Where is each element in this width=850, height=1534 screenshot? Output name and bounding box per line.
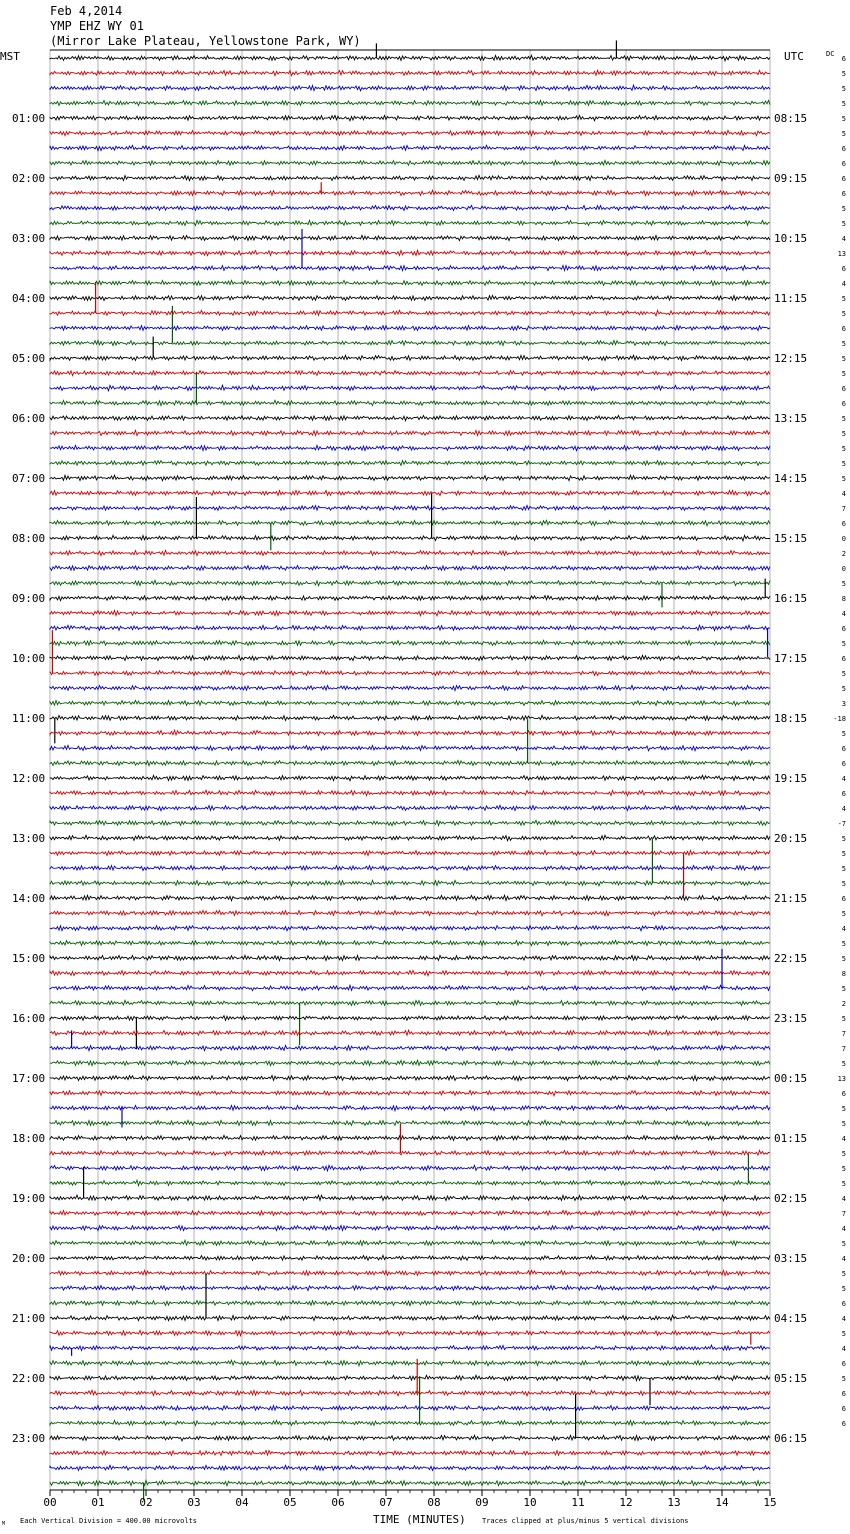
dc-offset-value: 5	[841, 910, 846, 918]
dc-offset-value: 5	[841, 1105, 846, 1113]
seismic-trace	[50, 820, 770, 825]
seismic-trace	[50, 1180, 770, 1185]
dc-offset-value: 6	[841, 190, 846, 198]
dc-offset-value: 5	[841, 85, 846, 93]
seismic-trace	[50, 506, 770, 511]
right-hour-label: 19:15	[774, 772, 808, 785]
seismic-trace	[50, 1480, 770, 1485]
right-hour-label: 01:15	[774, 1132, 808, 1145]
x-tick-label: 03	[187, 1496, 201, 1509]
seismic-trace	[50, 1016, 770, 1021]
dc-offset-value: 6	[841, 400, 846, 408]
seismic-trace	[50, 1211, 770, 1216]
dc-offset-value: 5	[841, 415, 846, 423]
seismic-trace	[50, 385, 770, 391]
seismic-trace	[50, 55, 770, 61]
left-hour-label: 20:00	[12, 1252, 46, 1265]
seismic-trace	[50, 1060, 770, 1066]
seismic-trace	[50, 745, 770, 750]
seismic-trace	[50, 715, 770, 720]
seismic-trace	[50, 461, 770, 466]
x-axis-title: TIME (MINUTES)	[373, 1513, 466, 1526]
right-hour-label: 11:15	[774, 292, 808, 305]
x-tick-label: 15	[763, 1496, 777, 1509]
seismic-trace	[50, 610, 770, 615]
seismic-trace	[50, 520, 770, 525]
seismic-trace	[50, 1390, 770, 1396]
dc-offset-value: 3	[841, 700, 846, 708]
right-hour-label: 04:15	[774, 1312, 808, 1325]
dc-offset-value: 5	[841, 370, 846, 378]
seismic-trace	[50, 491, 770, 496]
right-hour-label: 15:15	[774, 532, 808, 545]
seismic-trace	[50, 1345, 770, 1350]
dc-offset-value: 5	[841, 445, 846, 453]
seismic-trace	[50, 971, 770, 976]
dc-offset-value: 6	[841, 1390, 846, 1398]
seismic-trace	[50, 371, 770, 376]
dc-offset-value: 2	[841, 550, 846, 558]
x-tick-label: 02	[139, 1496, 153, 1509]
seismic-trace	[50, 85, 770, 91]
seismic-trace	[50, 1195, 770, 1201]
right-hour-label: 18:15	[774, 712, 808, 725]
seismic-trace	[50, 1315, 770, 1320]
dc-offset-value: 5	[841, 730, 846, 738]
dc-offset-value: 5	[841, 130, 846, 138]
dc-offset-value: 5	[841, 865, 846, 873]
dc-offset-value: 5	[841, 1150, 846, 1158]
seismic-trace	[50, 985, 770, 990]
header-date: Feb 4,2014	[50, 4, 123, 18]
right-hour-label: 13:15	[774, 412, 808, 425]
clip-note: Traces clipped at plus/minus 5 vertical divisions	[482, 1517, 689, 1525]
dc-offset-value: 6	[841, 1420, 846, 1428]
seismic-trace	[50, 416, 770, 421]
seismic-trace	[50, 310, 770, 315]
left-hour-label: 16:00	[12, 1012, 46, 1025]
seismic-trace	[50, 1091, 770, 1096]
dc-offset-value: 2	[841, 1000, 846, 1008]
seismic-trace	[50, 866, 770, 871]
dc-offset-value: 5	[841, 850, 846, 858]
seismic-trace	[50, 1105, 770, 1110]
dc-offset-value: 5	[841, 1060, 846, 1068]
right-hour-label: 21:15	[774, 892, 808, 905]
dc-offset-value: 8	[841, 970, 846, 978]
dc-offset-value: 4	[841, 775, 846, 783]
seismic-trace	[50, 655, 770, 660]
dc-offset-value: 5	[841, 955, 846, 963]
seismic-trace	[50, 835, 770, 841]
left-hour-label: 10:00	[12, 652, 46, 665]
seismic-trace	[50, 100, 770, 105]
dc-offset-value: 4	[841, 1135, 846, 1143]
dc-offset-value: 6	[841, 175, 846, 183]
dc-offset-value: 5	[841, 835, 846, 843]
seismic-trace	[50, 1331, 770, 1336]
left-hour-label: 07:00	[12, 472, 46, 485]
dc-offset-value: 5	[841, 685, 846, 693]
dc-offset-value: 4	[841, 610, 846, 618]
seismic-trace	[50, 475, 770, 481]
seismic-trace	[50, 175, 770, 180]
seismic-trace	[50, 685, 770, 690]
dc-offset-value: 6	[841, 625, 846, 633]
dc-offset-value: 5	[841, 1180, 846, 1188]
dc-offset-value: 5	[841, 220, 846, 228]
x-tick-label: 00	[43, 1496, 57, 1509]
header-station: YMP EHZ WY 01	[50, 19, 144, 33]
seismic-trace	[50, 1120, 770, 1125]
seismic-trace	[50, 250, 770, 255]
dc-offset-value: 8	[841, 595, 846, 603]
dc-offset-value: 6	[841, 385, 846, 393]
right-hour-label: 02:15	[774, 1192, 808, 1205]
left-hour-label: 19:00	[12, 1192, 46, 1205]
right-hour-label: 17:15	[774, 652, 808, 665]
dc-offset-value: 7	[841, 1030, 846, 1038]
right-hour-label: 22:15	[774, 952, 808, 965]
seismic-trace	[50, 115, 770, 120]
dc-offset-value: 5	[841, 940, 846, 948]
dc-offset-value: 5	[841, 880, 846, 888]
seismic-trace	[50, 1255, 770, 1260]
seismic-trace	[50, 1375, 770, 1380]
seismic-trace	[50, 70, 770, 75]
x-tick-label: 05	[283, 1496, 297, 1509]
seismic-trace	[50, 895, 770, 900]
dc-offset-value: 6	[841, 745, 846, 753]
seismic-trace	[50, 550, 770, 555]
seismic-trace	[50, 760, 770, 765]
left-hour-label: 01:00	[12, 112, 46, 125]
dc-offset-value: 0	[841, 535, 846, 543]
x-tick-label: 01	[91, 1496, 105, 1509]
dc-offset-value: 5	[841, 1375, 846, 1383]
seismic-trace	[50, 1301, 770, 1306]
seismic-trace	[50, 940, 770, 945]
dc-offset-value: -7	[837, 820, 846, 828]
seismic-trace	[50, 1030, 770, 1035]
left-hour-label: 08:00	[12, 532, 46, 545]
right-hour-label: 03:15	[774, 1252, 808, 1265]
seismic-trace	[50, 805, 770, 810]
left-hour-label: 04:00	[12, 292, 46, 305]
seismic-trace	[50, 1135, 770, 1140]
dc-offset-value: 5	[841, 670, 846, 678]
seismic-trace	[50, 400, 770, 405]
seismic-trace	[50, 1465, 770, 1470]
left-hour-label: 03:00	[12, 232, 46, 245]
left-hour-label: 21:00	[12, 1312, 46, 1325]
right-hour-label: 00:15	[774, 1072, 808, 1085]
left-hour-label: 18:00	[12, 1132, 46, 1145]
seismic-trace	[50, 730, 770, 735]
left-hour-label: 13:00	[12, 832, 46, 845]
dc-offset-value: 5	[841, 1165, 846, 1173]
dc-offset-value: 7	[841, 1045, 846, 1053]
dc-offset-value: 6	[841, 520, 846, 528]
dc-offset-value: 6	[841, 1300, 846, 1308]
seismic-trace	[50, 1435, 770, 1441]
seismic-trace	[50, 1286, 770, 1291]
corner-mark: M	[2, 1521, 6, 1527]
seismic-trace	[50, 145, 770, 150]
x-tick-label: 09	[475, 1496, 489, 1509]
dc-offset-value: 4	[841, 1345, 846, 1353]
seismic-trace	[50, 1406, 770, 1411]
dc-offset-value: 5	[841, 205, 846, 213]
dc-offset-value: 0	[841, 565, 846, 573]
seismic-trace	[50, 670, 770, 675]
header-location: (Mirror Lake Plateau, Yellowstone Park, WY)	[50, 34, 361, 48]
dc-offset-value: 6	[841, 655, 846, 663]
x-tick-label: 12	[619, 1496, 633, 1509]
dc-offset-value: 6	[841, 895, 846, 903]
left-hour-label: 17:00	[12, 1072, 46, 1085]
right-hour-label: 20:15	[774, 832, 808, 845]
dc-offset-value: 5	[841, 580, 846, 588]
seismic-trace	[50, 190, 770, 195]
dc-offset-value: 5	[841, 340, 846, 348]
right-hour-label: 05:15	[774, 1372, 808, 1385]
seismic-trace	[50, 1420, 770, 1425]
scale-note: Each Vertical Division = 400.00 microvolts	[20, 1517, 198, 1525]
x-tick-label: 08	[427, 1496, 441, 1509]
dc-offset-value: 5	[841, 355, 846, 363]
seismic-trace	[50, 355, 770, 360]
right-hour-label: 10:15	[774, 232, 808, 245]
seismic-trace	[50, 205, 770, 210]
seismic-trace	[50, 911, 770, 916]
seismic-trace	[50, 1360, 770, 1366]
seismic-trace	[50, 280, 770, 285]
seismic-trace	[50, 445, 770, 450]
left-hour-label: 06:00	[12, 412, 46, 425]
right-hour-label: 06:15	[774, 1432, 808, 1445]
dc-offset-value: 5	[841, 1270, 846, 1278]
dc-offset-value: 6	[841, 325, 846, 333]
dc-offset-value: 5	[841, 100, 846, 108]
dc-offset-value: 5	[841, 310, 846, 318]
seismic-trace	[50, 926, 770, 931]
dc-offset-value: 4	[841, 1255, 846, 1263]
seismic-trace	[50, 235, 770, 240]
dc-offset-value: 5	[841, 115, 846, 123]
x-tick-label: 14	[715, 1496, 729, 1509]
dc-offset-value: 5	[841, 70, 846, 78]
x-tick-label: 10	[523, 1496, 537, 1509]
dc-offset-value: 7	[841, 1210, 846, 1218]
dc-offset-value: 6	[841, 55, 846, 63]
dc-offset-value: 5	[841, 1120, 846, 1128]
seismic-trace	[50, 266, 770, 271]
left-hour-label: 11:00	[12, 712, 46, 725]
dc-offset-value: 5	[841, 430, 846, 438]
dc-offset-value: 7	[841, 505, 846, 513]
seismic-trace	[50, 1045, 770, 1050]
dc-offset-value: -18	[833, 715, 846, 723]
dc-offset-value: 6	[841, 1360, 846, 1368]
seismic-trace	[50, 220, 770, 225]
x-tick-label: 07	[379, 1496, 393, 1509]
seismic-trace	[50, 160, 770, 165]
x-tick-label: 13	[667, 1496, 681, 1509]
right-hour-label: 12:15	[774, 352, 808, 365]
seismic-trace	[50, 341, 770, 346]
dc-offset-value: 5	[841, 1240, 846, 1248]
dc-offset-value: 5	[841, 985, 846, 993]
dc-offset-value: 4	[841, 280, 846, 288]
seismic-trace	[50, 775, 770, 780]
dc-offset-value: 6	[841, 760, 846, 768]
seismic-trace	[50, 1076, 770, 1081]
left-timezone-label: MST	[0, 50, 20, 63]
dc-offset-value: 4	[841, 805, 846, 813]
seismic-trace	[50, 1165, 770, 1171]
dc-offset-value: 4	[841, 490, 846, 498]
seismic-trace	[50, 1226, 770, 1231]
dc-offset-value: 4	[841, 1195, 846, 1203]
seismic-trace	[50, 130, 770, 135]
dc-offset-value: 4	[841, 1225, 846, 1233]
dc-offset-value: 13	[837, 1075, 846, 1083]
x-tick-label: 11	[571, 1496, 585, 1509]
seismic-trace	[50, 1451, 770, 1456]
seismic-trace	[50, 1270, 770, 1275]
dc-offset-value: 6	[841, 1405, 846, 1413]
dc-offset-value: 4	[841, 235, 846, 243]
seismic-trace	[50, 566, 770, 571]
right-hour-label: 09:15	[774, 172, 808, 185]
dc-offset-value: 5	[841, 475, 846, 483]
dc-offset-value: 4	[841, 1315, 846, 1323]
dc-offset-value: 5	[841, 460, 846, 468]
dc-offset-value: 6	[841, 160, 846, 168]
left-hour-label: 05:00	[12, 352, 46, 365]
left-hour-label: 23:00	[12, 1432, 46, 1445]
left-hour-label: 14:00	[12, 892, 46, 905]
seismic-trace	[50, 790, 770, 795]
right-hour-label: 23:15	[774, 1012, 808, 1025]
seismic-trace	[50, 535, 770, 541]
dc-offset-heading: DC	[826, 50, 835, 58]
dc-offset-value: 13	[837, 250, 846, 258]
axes-group	[12, 55, 846, 1509]
seismic-trace	[50, 640, 770, 645]
left-hour-label: 12:00	[12, 772, 46, 785]
right-hour-label: 14:15	[774, 472, 808, 485]
dc-offset-value: 5	[841, 1330, 846, 1338]
left-hour-label: 22:00	[12, 1372, 46, 1385]
seismic-trace	[50, 295, 770, 300]
dc-offset-value: 5	[841, 295, 846, 303]
dc-offset-value: 6	[841, 1090, 846, 1098]
dc-offset-value: 6	[841, 265, 846, 273]
dc-offset-value: 4	[841, 925, 846, 933]
seismic-trace	[50, 850, 770, 855]
dc-offset-value: 6	[841, 145, 846, 153]
right-timezone-label: UTC	[784, 50, 804, 63]
dc-offset-value: 5	[841, 1015, 846, 1023]
seismic-trace	[50, 1240, 770, 1245]
seismic-trace	[50, 430, 770, 435]
seismic-trace	[50, 880, 770, 886]
seismic-trace	[50, 955, 770, 960]
x-tick-label: 06	[331, 1496, 345, 1509]
seismic-trace	[50, 1150, 770, 1155]
dc-offset-value: 5	[841, 1285, 846, 1293]
left-hour-label: 02:00	[12, 172, 46, 185]
dc-offset-value: 6	[841, 790, 846, 798]
seismic-trace	[50, 625, 770, 630]
right-hour-label: 08:15	[774, 112, 808, 125]
left-hour-label: 15:00	[12, 952, 46, 965]
left-hour-label: 09:00	[12, 592, 46, 605]
seismic-trace	[50, 700, 770, 705]
trace-group	[50, 40, 770, 1500]
seismic-trace	[50, 326, 770, 331]
seismic-trace	[50, 1000, 770, 1005]
x-tick-label: 04	[235, 1496, 249, 1509]
right-hour-label: 16:15	[774, 592, 808, 605]
dc-offset-value: 5	[841, 640, 846, 648]
